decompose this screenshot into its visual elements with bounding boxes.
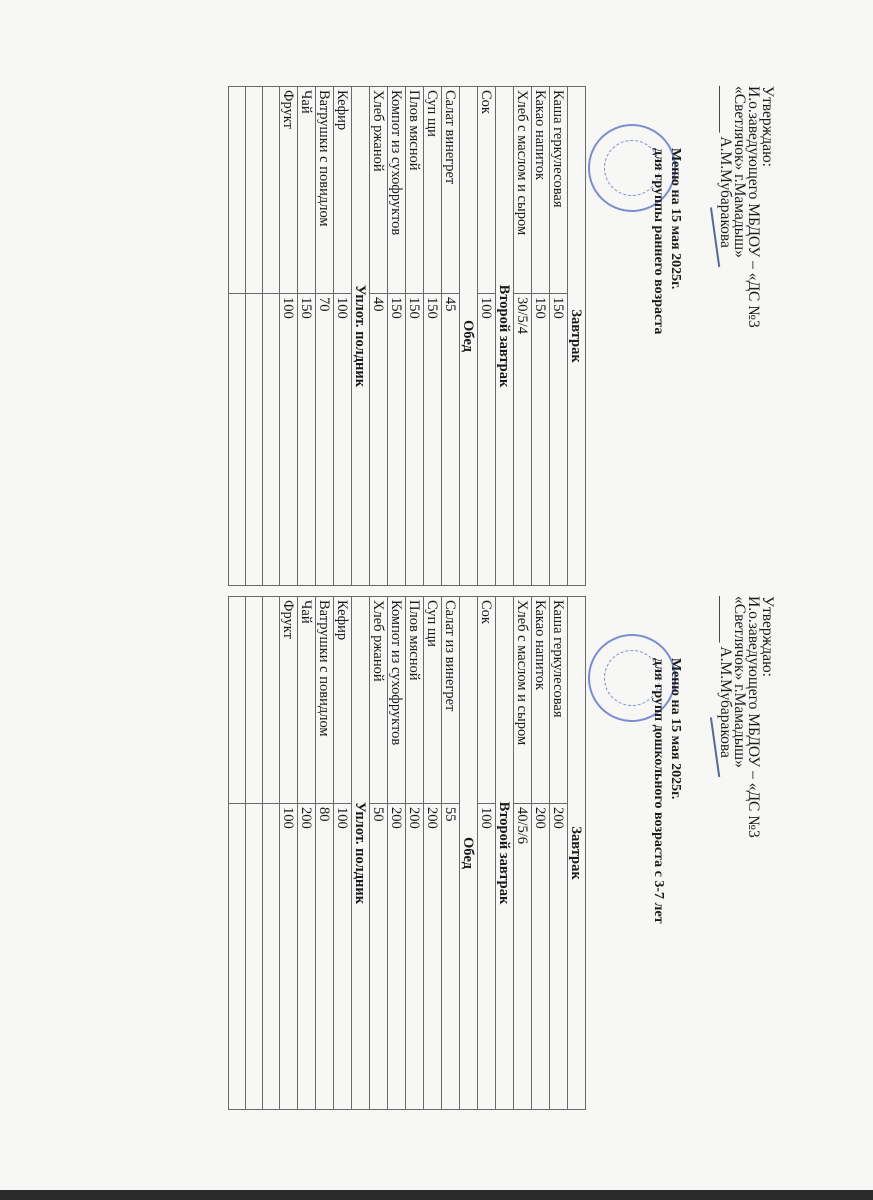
dish-amount: 55 bbox=[442, 804, 460, 1110]
dish-name: Хлеб с маслом и сыром bbox=[514, 87, 532, 294]
approval-line: Утверждаю: bbox=[759, 596, 776, 677]
dish-amount: 100 bbox=[478, 804, 496, 1110]
dish-amount: 200 bbox=[406, 804, 424, 1110]
dish-name: Фрукт bbox=[280, 87, 298, 294]
table-row bbox=[280, 87, 298, 586]
approval-signature-line: ______ А.М.Мубаракова bbox=[717, 86, 734, 248]
table-row bbox=[406, 597, 424, 1110]
section-row bbox=[496, 597, 514, 1110]
dish-amount: 100 bbox=[280, 804, 298, 1110]
dish-name: Компот из сухофруктов bbox=[388, 597, 406, 804]
dish-amount: 200 bbox=[298, 804, 316, 1110]
dish-name: Кефир bbox=[334, 87, 352, 294]
empty-row bbox=[229, 87, 246, 586]
scan-edge bbox=[0, 1190, 873, 1200]
dish-name: Сок bbox=[478, 87, 496, 294]
table-row bbox=[478, 87, 496, 586]
table-row bbox=[298, 597, 316, 1110]
table-row bbox=[370, 87, 388, 586]
dish-amount: 50 bbox=[370, 804, 388, 1110]
dish-amount: 150 bbox=[550, 294, 568, 586]
dish-name: Плов мясной bbox=[406, 597, 424, 804]
dish-amount: 100 bbox=[280, 294, 298, 586]
dish-name: Кефир bbox=[334, 597, 352, 804]
empty-row bbox=[263, 597, 280, 1110]
empty-row bbox=[246, 597, 263, 1110]
section-title: Второй завтрак bbox=[496, 597, 514, 1110]
approval-signature-line: ______ А.М.Мубаракова bbox=[717, 596, 734, 758]
table-row bbox=[280, 597, 298, 1110]
table-row bbox=[388, 87, 406, 586]
dish-name: Салат винегрет bbox=[442, 87, 460, 294]
table-row bbox=[424, 87, 442, 586]
approval-line: «Светлячок» г.Мамадыш» bbox=[731, 86, 748, 258]
table-row bbox=[532, 597, 550, 1110]
dish-amount: 150 bbox=[388, 294, 406, 586]
empty-cell bbox=[263, 597, 280, 804]
dish-name: Какао напиток bbox=[532, 597, 550, 804]
dish-name: Хлеб с маслом и сыром bbox=[514, 597, 532, 804]
dish-amount: 150 bbox=[424, 294, 442, 586]
menu-title: Меню на 15 мая 2025г. bbox=[668, 148, 683, 290]
approval-line: Утверждаю: bbox=[759, 86, 776, 167]
approval-line: «Светлячок» г.Мамадыш» bbox=[731, 596, 748, 768]
table-row bbox=[406, 87, 424, 586]
section-title: Завтрак bbox=[568, 87, 586, 586]
table-row bbox=[442, 597, 460, 1110]
dish-name: Сок bbox=[478, 597, 496, 804]
table-row bbox=[424, 597, 442, 1110]
dish-name: Чай bbox=[298, 87, 316, 294]
empty-cell bbox=[229, 804, 246, 1110]
table-row bbox=[370, 597, 388, 1110]
table-row bbox=[550, 87, 568, 586]
dish-name: Компот из сухофруктов bbox=[388, 87, 406, 294]
table-row bbox=[550, 597, 568, 1110]
dish-name: Каша геркулесовая bbox=[550, 597, 568, 804]
dish-name: Фрукт bbox=[280, 597, 298, 804]
table-row bbox=[442, 87, 460, 586]
dish-amount: 45 bbox=[442, 294, 460, 586]
dish-name: Салат из винегрет bbox=[442, 597, 460, 804]
empty-cell bbox=[263, 87, 280, 294]
empty-row bbox=[246, 87, 263, 586]
section-title: Завтрак bbox=[568, 597, 586, 1110]
dish-name: Суп щи bbox=[424, 87, 442, 294]
section-row bbox=[568, 87, 586, 586]
dish-amount: 150 bbox=[406, 294, 424, 586]
empty-cell bbox=[229, 597, 246, 804]
menu-table bbox=[228, 86, 586, 586]
empty-cell bbox=[246, 597, 263, 804]
empty-cell bbox=[263, 294, 280, 586]
section-row bbox=[460, 87, 478, 586]
section-title: Обед bbox=[460, 87, 478, 586]
menu-title-block bbox=[650, 658, 684, 924]
dish-amount: 200 bbox=[388, 804, 406, 1110]
menu-sheet-preschool-age bbox=[206, 596, 774, 1110]
menu-table bbox=[228, 596, 586, 1110]
dish-amount: 30/5/4 bbox=[514, 294, 532, 586]
menu-title-block bbox=[650, 148, 684, 334]
section-row bbox=[352, 597, 370, 1110]
dish-amount: 80 bbox=[316, 804, 334, 1110]
table-row bbox=[514, 87, 532, 586]
approval-header bbox=[586, 596, 774, 1110]
section-row bbox=[352, 87, 370, 586]
dish-amount: 150 bbox=[532, 294, 550, 586]
dish-amount: 200 bbox=[550, 804, 568, 1110]
dish-amount: 100 bbox=[334, 294, 352, 586]
dish-amount: 200 bbox=[532, 804, 550, 1110]
menu-subtitle: для групп дошкольного возраста с 3-7 лет bbox=[651, 658, 666, 924]
table-row bbox=[334, 597, 352, 1110]
empty-cell bbox=[229, 294, 246, 586]
empty-cell bbox=[246, 87, 263, 294]
table-row bbox=[298, 87, 316, 586]
dish-name: Ватрушки с повидлом bbox=[316, 597, 334, 804]
dish-name: Каша геркулесовая bbox=[550, 87, 568, 294]
menu-title: Меню на 15 мая 2025г. bbox=[668, 658, 683, 800]
table-row bbox=[514, 597, 532, 1110]
section-title: Обед bbox=[460, 597, 478, 1110]
empty-cell bbox=[263, 804, 280, 1110]
dish-amount: 200 bbox=[424, 804, 442, 1110]
dish-name: Хлеб ржаной bbox=[370, 597, 388, 804]
menu-sheet-early-age bbox=[206, 86, 774, 586]
table-row bbox=[388, 597, 406, 1110]
section-row bbox=[568, 597, 586, 1110]
table-row bbox=[532, 87, 550, 586]
empty-row bbox=[229, 597, 246, 1110]
table-row bbox=[478, 597, 496, 1110]
dish-name: Какао напиток bbox=[532, 87, 550, 294]
table-row bbox=[316, 597, 334, 1110]
dish-amount: 40/5/6 bbox=[514, 804, 532, 1110]
dish-name: Чай bbox=[298, 597, 316, 804]
menu-subtitle: для группы раннего возраста bbox=[651, 148, 666, 335]
dish-amount: 100 bbox=[478, 294, 496, 586]
section-title: Уплот. полдник bbox=[352, 597, 370, 1110]
dish-amount: 150 bbox=[298, 294, 316, 586]
empty-row bbox=[263, 87, 280, 586]
empty-cell bbox=[246, 294, 263, 586]
dish-name: Ватрушки с повидлом bbox=[316, 87, 334, 294]
dish-amount: 70 bbox=[316, 294, 334, 586]
section-row bbox=[460, 597, 478, 1110]
dish-name: Плов мясной bbox=[406, 87, 424, 294]
approval-line: И.о.заведующего МБДОУ – «ДС №3 bbox=[745, 86, 762, 328]
dish-amount: 100 bbox=[334, 804, 352, 1110]
dish-name: Суп щи bbox=[424, 597, 442, 804]
empty-cell bbox=[229, 87, 246, 294]
approval-header bbox=[586, 86, 774, 586]
section-row bbox=[496, 87, 514, 586]
approval-line: И.о.заведующего МБДОУ – «ДС №3 bbox=[745, 596, 762, 838]
section-title: Уплот. полдник bbox=[352, 87, 370, 586]
dish-name: Хлеб ржаной bbox=[370, 87, 388, 294]
section-title: Второй завтрак bbox=[496, 87, 514, 586]
dish-amount: 40 bbox=[370, 294, 388, 586]
table-row bbox=[316, 87, 334, 586]
table-row bbox=[334, 87, 352, 586]
empty-cell bbox=[246, 804, 263, 1110]
